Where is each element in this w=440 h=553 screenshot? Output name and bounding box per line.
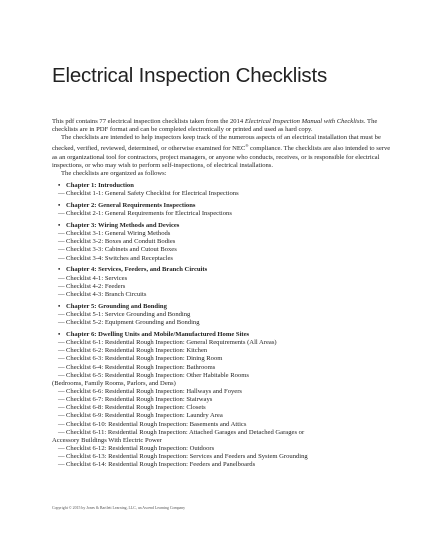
checklist-label: Checklist 6-3: Residential Rough Inspection: Dining Room	[66, 355, 223, 363]
checklist-list	[52, 210, 397, 218]
chapter-1	[52, 182, 397, 198]
checklist-label: Checklist 1-1: General Safety Checklist for Electrical Inspections	[66, 190, 239, 198]
chapter-6	[52, 331, 397, 470]
checklist-item	[52, 283, 397, 291]
dash-icon: —	[58, 363, 65, 371]
checklist-item	[52, 291, 397, 299]
dash-icon: —	[58, 347, 65, 355]
chapter-title: Chapter 4: Services, Feeders, and Branch Circuits	[66, 266, 208, 274]
dash-icon: —	[58, 453, 65, 461]
chapter-title: Chapter 5: Grounding and Bonding	[66, 302, 167, 310]
copyright-footer: Copyright © 2015 by Jones & Bartlett Learning, LLC, an Ascend Learning Company	[52, 506, 186, 510]
checklist-list	[52, 190, 397, 198]
checklist-label-continued: Accessory Buildings With Electric Power	[52, 436, 162, 444]
dash-icon: —	[58, 420, 65, 428]
checklist-list	[52, 275, 397, 299]
dash-icon: —	[58, 290, 65, 298]
checklist-label: Checklist 6-10: Residential Rough Inspection: Basements and Attics	[66, 420, 247, 428]
checklist-item	[52, 190, 397, 198]
chapter-heading	[52, 303, 397, 311]
bullet-icon: •	[58, 201, 61, 209]
checklist-label: Checklist 3-4: Switches and Receptacles	[66, 254, 173, 262]
checklist-label: Checklist 4-1: Services	[66, 274, 128, 282]
checklist-label: Checklist 4-2: Feeders	[66, 282, 126, 290]
checklist-item	[52, 355, 397, 363]
checklist-list	[52, 230, 397, 263]
manual-title: Electrical Inspection Manual with Checklists	[244, 118, 364, 125]
checklist-item	[52, 246, 397, 254]
checklist-item	[52, 445, 397, 453]
checklist-label: Checklist 6-6: Residential Rough Inspection: Hallways and Foyers	[66, 388, 242, 395]
checklist-item	[52, 319, 397, 327]
checklist-label: Checklist 3-3: Cabinets and Cutout Boxes	[66, 246, 177, 254]
checklist-label: Checklist 6-12: Residential Rough Inspection: Outdoors	[66, 445, 215, 453]
intro-paragraph-3: The checklists are organized as follows:	[61, 170, 167, 178]
intro-paragraph-1	[52, 118, 397, 134]
chapter-2	[52, 202, 397, 218]
page-title: Electrical Inspection Checklists	[52, 64, 328, 87]
checklist-label: Checklist 6-1: Residential Rough Inspection: General Requirements (All Areas)	[66, 339, 277, 347]
checklist-label: Checklist 6-4: Residential Rough Inspection: Bathrooms	[66, 363, 216, 371]
chapter-heading	[52, 266, 397, 274]
checklist-item	[52, 311, 397, 319]
chapter-list	[52, 182, 397, 470]
checklist-item	[52, 429, 397, 445]
checklist-label: Checklist 6-11: Residential Rough Inspection: Attached Garages and Detached Garages or	[66, 428, 305, 436]
dash-icon: —	[58, 396, 65, 404]
checklist-item	[52, 210, 397, 218]
chapter-title: Chapter 3: Wiring Methods and Devices	[66, 221, 180, 229]
chapter-heading	[52, 331, 397, 339]
registered-mark: ®	[245, 143, 249, 149]
chapter-heading	[52, 202, 397, 210]
dash-icon: —	[58, 190, 65, 198]
bullet-icon: •	[58, 330, 61, 338]
dash-icon: —	[58, 210, 65, 218]
chapter-heading	[52, 222, 397, 230]
dash-icon: —	[58, 404, 65, 412]
checklist-item	[52, 396, 397, 404]
dash-icon: —	[58, 388, 65, 395]
checklist-label: Checklist 5-2: Equipment Grounding and Bonding	[66, 319, 200, 327]
dash-icon: —	[58, 274, 65, 282]
checklist-label: Checklist 6-8: Residential Rough Inspection: Closets	[66, 404, 206, 412]
intro-text: . The checklists are in PDF format and can be completed electronically or printed and used as hard copy.	[52, 118, 378, 134]
checklist-item	[52, 461, 397, 469]
dash-icon: —	[58, 445, 65, 453]
checklist-label: Checklist 6-7: Residential Rough Inspection: Stairways	[66, 396, 213, 404]
intro-text: This pdf contains 77 electrical inspection checklists taken from the 2014	[52, 118, 245, 125]
bullet-icon: •	[58, 302, 61, 310]
dash-icon: —	[58, 310, 65, 318]
dash-icon: —	[58, 461, 65, 469]
chapter-title: Chapter 6: Dwelling Units and Mobile/Manufactured Home Sites	[66, 330, 250, 338]
dash-icon: —	[58, 355, 65, 363]
checklist-item	[52, 388, 397, 396]
dash-icon: —	[58, 371, 65, 379]
chapter-heading	[52, 182, 397, 190]
checklist-label: Checklist 6-13: Residential Rough Inspection: Services and Feeders and System Grounding	[66, 453, 308, 461]
bullet-icon: •	[58, 266, 61, 274]
checklist-label: Checklist 3-1: General Wiring Methods	[66, 230, 171, 238]
bullet-icon: •	[58, 221, 61, 229]
checklist-item	[52, 255, 397, 263]
dash-icon: —	[58, 238, 65, 246]
checklist-label: Checklist 6-9: Residential Rough Inspection: Laundry Area	[66, 412, 223, 420]
checklist-item	[52, 404, 397, 412]
dash-icon: —	[58, 428, 65, 436]
checklist-list	[52, 339, 397, 470]
chapter-title: Chapter 1: Introduction	[66, 181, 134, 189]
checklist-item	[52, 339, 397, 347]
dash-icon: —	[58, 230, 65, 238]
checklist-label: Checklist 2-1: General Requirements for Electrical Inspections	[66, 210, 232, 218]
checklist-item	[52, 230, 397, 238]
dash-icon: —	[58, 282, 65, 290]
dash-icon: —	[58, 339, 65, 347]
chapter-4	[52, 266, 397, 299]
intro-paragraph-2	[52, 134, 397, 170]
dash-icon: —	[58, 319, 65, 327]
checklist-list	[52, 311, 397, 327]
dash-icon: —	[58, 254, 65, 262]
chapter-5	[52, 303, 397, 327]
checklist-item	[52, 412, 397, 420]
checklist-item	[52, 275, 397, 283]
bullet-icon: •	[58, 181, 61, 189]
checklist-label: Checklist 6-5: Residential Rough Inspection: Other Habitable Rooms	[66, 371, 249, 379]
checklist-item	[52, 347, 397, 355]
intro-text: compliance. The checklists are also intended to serve as an organizational tool for contractors, project managers, or anyone who conducts, receives, or is responsible for electrical inspections, or who may wish to perform self-inspections, of electrical installations.	[52, 145, 391, 169]
document-body	[52, 118, 397, 470]
checklist-label: Checklist 6-2: Residential Rough Inspection: Kitchen	[66, 347, 208, 355]
checklist-label: Checklist 4-3: Branch Circuits	[66, 290, 147, 298]
chapter-3	[52, 222, 397, 263]
checklist-item	[52, 372, 397, 388]
checklist-label-continued: (Bedrooms, Family Rooms, Parlors, and Dens)	[52, 379, 176, 387]
checklist-label: Checklist 3-2: Boxes and Conduit Bodies	[66, 238, 176, 246]
dash-icon: —	[58, 246, 65, 254]
checklist-item	[52, 364, 397, 372]
checklist-label: Checklist 6-14: Residential Rough Inspection: Feeders and Panelboards	[66, 461, 256, 469]
checklist-item	[52, 421, 397, 429]
checklist-item	[52, 453, 397, 461]
intro-text: The checklists are intended to help inspectors keep track of the numerous aspects of an electrical installation that must be checked, verified, reviewed, determined, or otherwise examined for NEC	[52, 134, 381, 153]
dash-icon: —	[58, 412, 65, 420]
checklist-item	[52, 238, 397, 246]
chapter-title: Chapter 2: General Requirements Inspections	[66, 201, 196, 209]
checklist-label: Checklist 5-1: Service Grounding and Bonding	[66, 310, 191, 318]
